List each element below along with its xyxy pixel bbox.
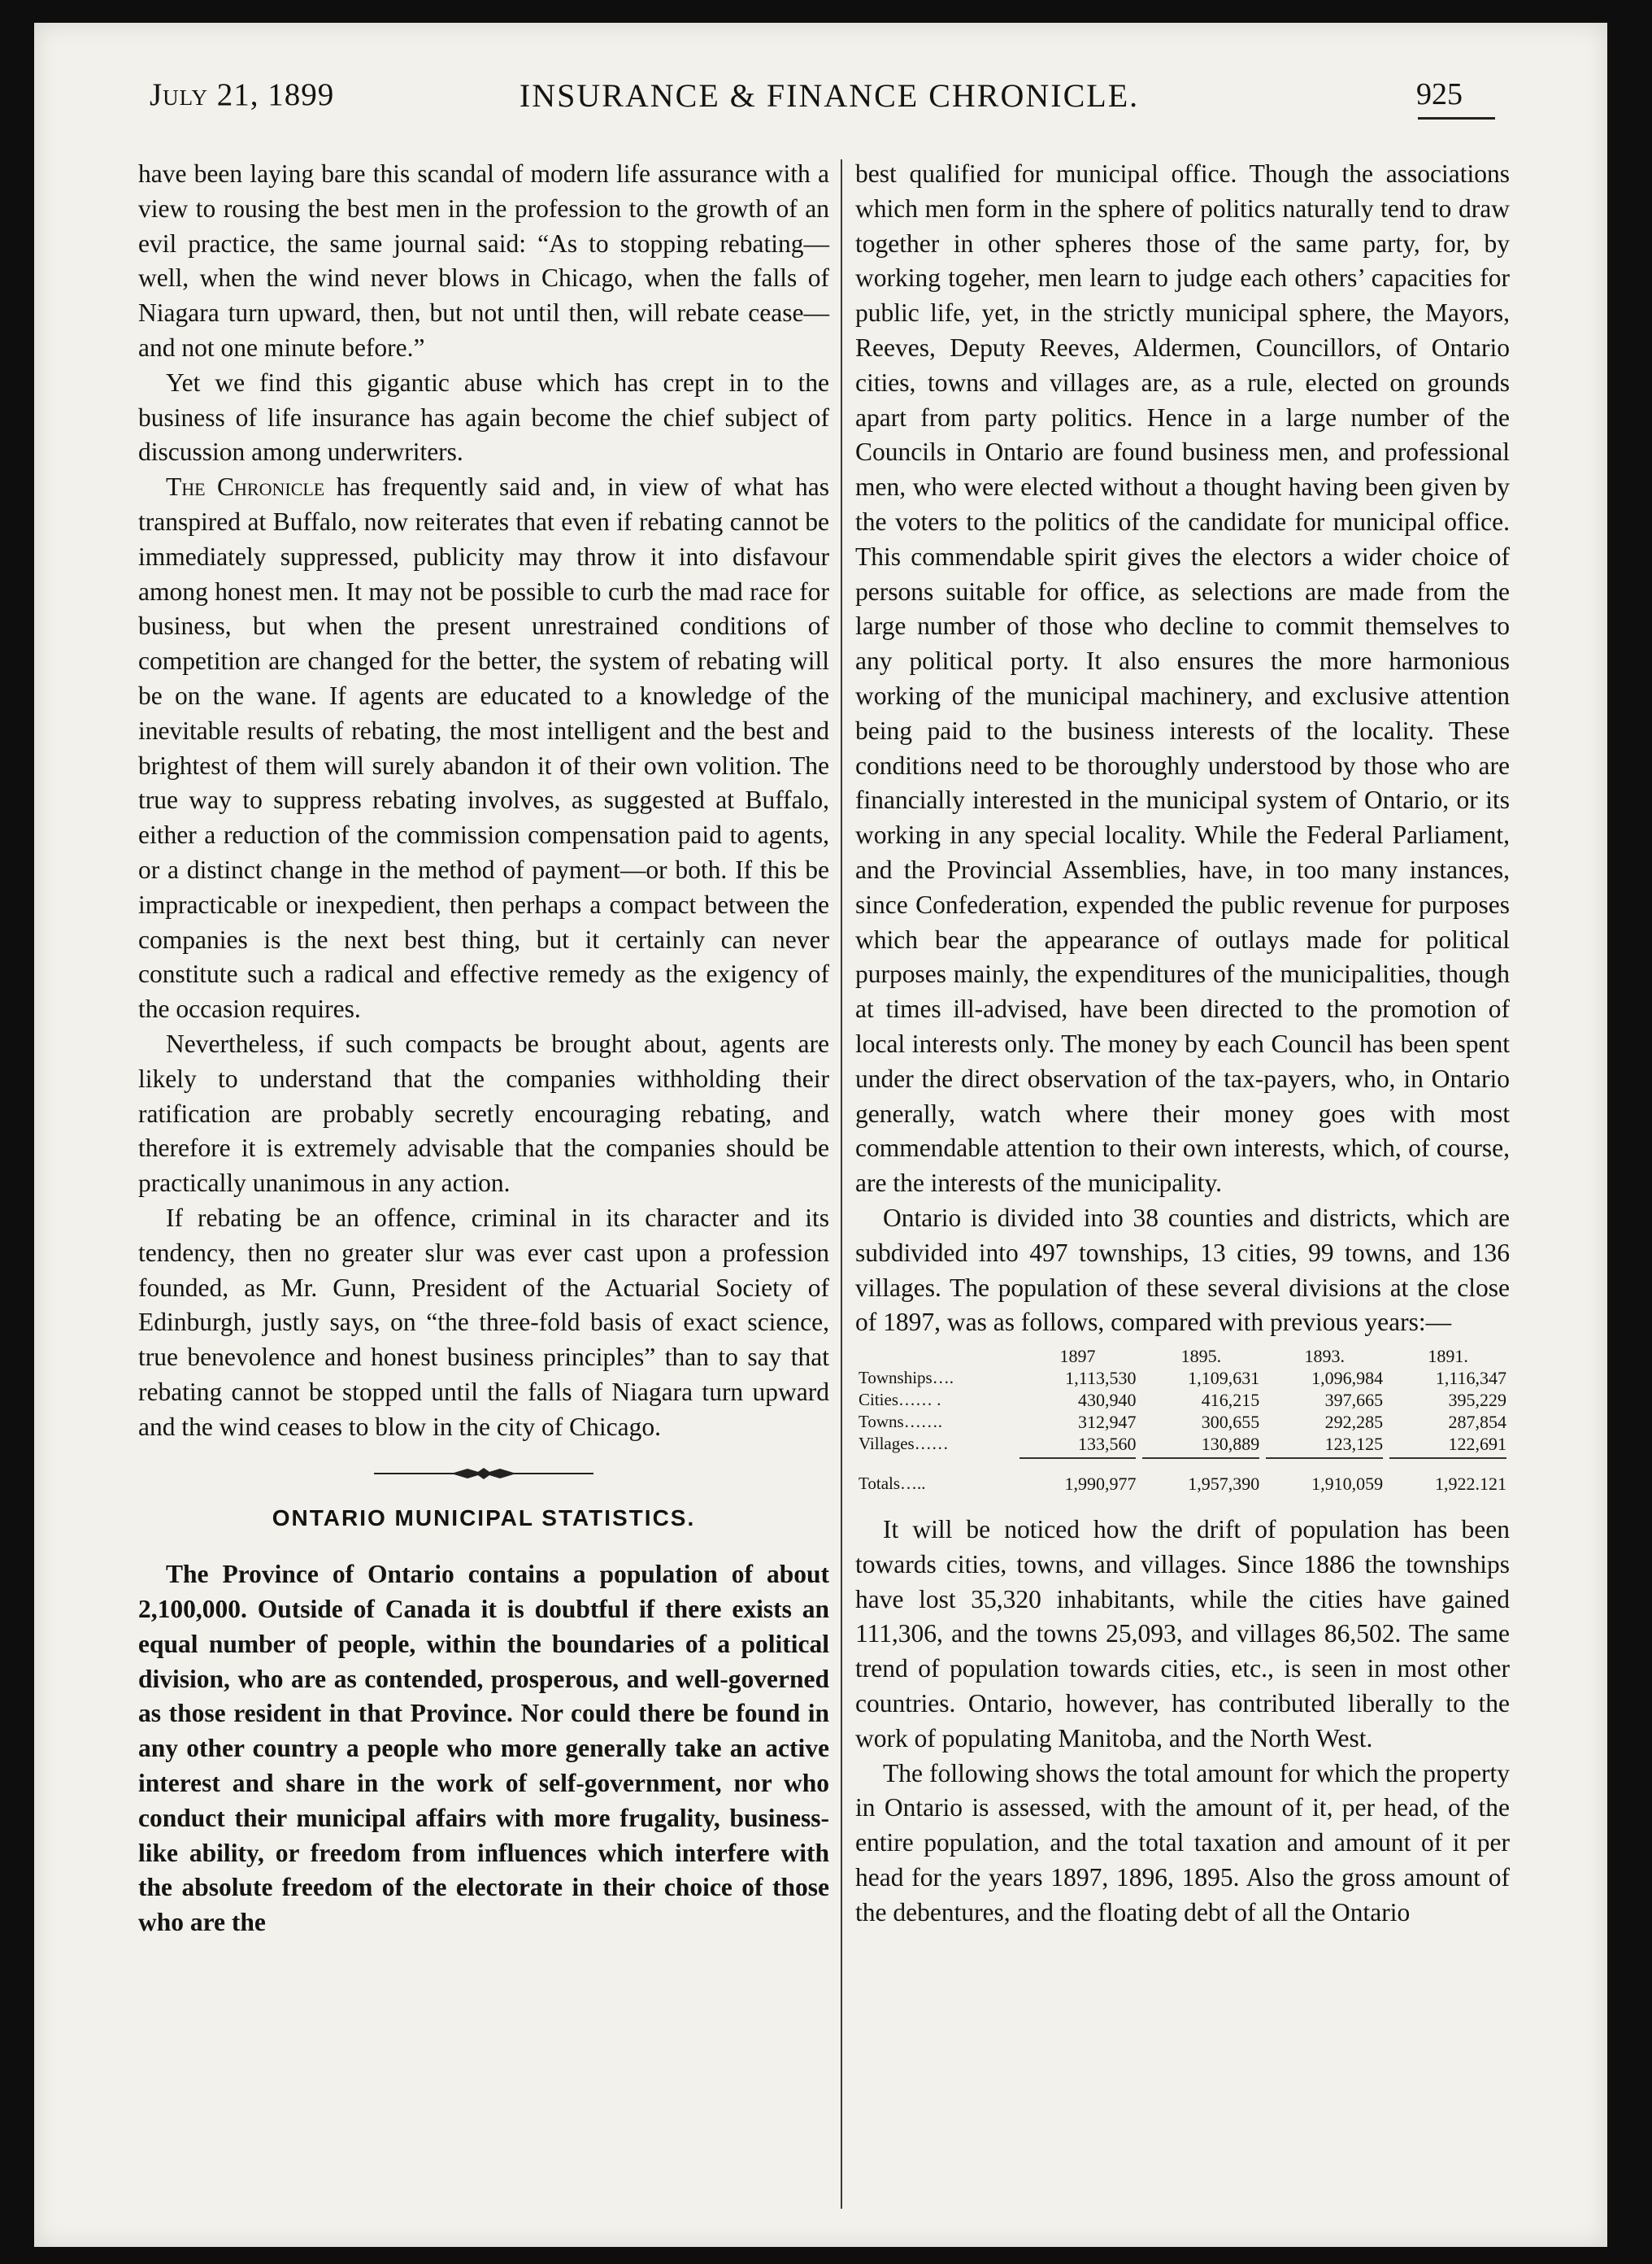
page-number-rule xyxy=(1418,117,1495,120)
issue-date: July 21, 1899 xyxy=(150,77,335,112)
paragraph: Yet we find this gigantic abuse which has crept in to the business of life insurance has again become the chief subject of discussion among underwriters. xyxy=(138,368,829,467)
paragraph: The Province of Ontario contains a population of about 2,100,000. Outside of Canada it is doubtful if there exists an equal number of people, within the boundaries of a political division, who are as contended, prosperous, and well-governed as those resident in that Province. Nor could there be found in any other country a people who more generally take an active interest and share in the work of self-government, nor who conduct their municipal affairs with more frugality, business-like ability, or freedom from influences which interfere with the absolute freedom of the electorate in their choice of those who are the xyxy=(138,1560,829,1937)
paragraph: best qualified for municipal office. Though the associations which men form in the sphere of politics naturally tend to draw together in other spheres those of the same party, for, by working togeher, men learn to judge each others’ capacities for public life, yet, in the strictly municipal sphere, the Mayors, Reeves, Deputy Reeves, Aldermen, Councillors, of Ontario cities, towns and villages are, as a rule, elected on grounds apart from party politics. Hence in a large number of the Councils in Ontario are found business men, and professional men, who were elected without a thought having been given by the voters to the politics of the candidate for municipal office. This commendable spirit gives the electors a wider choice of persons suitable for office, as selections are made from the large number of those who decline to commit themselves to any political porty. It also ensures the more harmonious working of the municipal machinery, and exclusive attention being paid to the business interests of the locality. These conditions need to be thoroughly understood by those who are financially interested in the municipal system of Ontario, or its working in any special locality. While the Federal Parliament, and the Provincial Assemblies, have, in too many instances, since Confederation, expended the public revenue for purposes which bear the appearance of outlays made for political purposes mainly, the expenditures of the municipalities, though at times ill-advised, have been directed to the promotion of local interests only. The money by each Council has been spent under the direct observation of the tax-payers, who, in Ontario generally, watch where their money goes with most commendable attention to their own interests, which, of course, are the interests of the municipality. xyxy=(855,159,1510,1198)
table-row xyxy=(855,1389,1510,1411)
section-ornament xyxy=(138,1465,829,1482)
table-cell: 300,655 xyxy=(1201,1412,1260,1433)
right-column xyxy=(855,157,1510,1931)
table-cell: 397,665 xyxy=(1324,1390,1384,1411)
table-row xyxy=(855,1433,1510,1455)
table-year-header: 1891. xyxy=(1428,1346,1468,1367)
page-number: 925 xyxy=(1416,77,1463,111)
paragraph: Ontario is divided into 38 counties and districts, which are subdivided into 497 townships, 13 cities, 99 towns, and 136 villages. The population of these several divisions at the close of 1897, was as follows, compared with previous years:— xyxy=(855,1203,1510,1337)
table-year-header: 1897 xyxy=(1059,1346,1096,1367)
population-table xyxy=(855,1345,1510,1495)
table-totals-row xyxy=(855,1461,1510,1495)
table-cell: 1,113,530 xyxy=(1065,1368,1137,1389)
table-year-header: 1895. xyxy=(1180,1346,1222,1367)
table-cell: 1,096,984 xyxy=(1311,1368,1384,1389)
paragraph: have been laying bare this scandal of modern life assurance with a view to rousing the best men in the profession to the growth of an evil practice, the same journal said: “As to stopping rebating—well, when the wind never blows in Chicago, when the falls of Niagara turn upward, then, but not until then, will rebate cease—and not one minute before.” xyxy=(138,159,829,362)
table-cell: 133,560 xyxy=(1077,1434,1137,1455)
row-label: Townships…. xyxy=(859,1368,954,1388)
left-column xyxy=(138,157,829,1940)
table-cell: 287,854 xyxy=(1448,1412,1506,1433)
publication-title: INSURANCE & FINANCE CHRONICLE. xyxy=(519,77,1140,114)
table-cell: 1,957,390 xyxy=(1188,1474,1260,1495)
table-header-row xyxy=(855,1345,1510,1367)
table-cell: 416,215 xyxy=(1201,1390,1260,1411)
table-cell: 1,990,977 xyxy=(1064,1474,1137,1495)
paragraph: If rebating be an offence, criminal in its character and its tendency, then no greater slur was ever cast upon a profession founded, as Mr. Gunn, President of the Actuarial Society of Edinburgh, justly says, on “the three-fold basis of exact science, true benevolence and honest business principles” than to say that rebating cannot be stopped until the falls of Niagara turn upward and the wind ceases to blow in the city of Chicago. xyxy=(138,1203,829,1441)
table-corner xyxy=(855,1345,1016,1367)
table-row xyxy=(855,1367,1510,1389)
table-cell: 430,940 xyxy=(1077,1390,1137,1411)
paragraph-text: has frequently said and, in view of what has transpired at Buffalo, now reiterates that even if rebating cannot be immediately suppressed, publicity may throw it into disfavour among honest men. It may not be possible to curb the mad race for business, but when the present unrestrained conditions of competition are changed for the better, the system of rebating will be on the wane. If agents are educated to a knowledge of the inevitable results of rebating, the most intelligent and the best and brightest of them will surely abandon it of their own volition. The true way to suppress rebating involves, as suggested at Buffalo, either a reduction of the commission compensation paid to agents, or a distinct change in the method of payment—or both. If this be impracticable or inexpedient, then perhaps a compact between the companies is the next best thing, but it certainly can never constitute such a radical and effective remedy as the exigency of the occasion requires. xyxy=(138,472,830,1024)
newspaper-page xyxy=(34,23,1607,2247)
paragraph: The following shows the total amount for which the property in Ontario is assessed, with the amount of it, per head, of the entire population, and the total taxation and amount of it per head for the years 1897, 1896, 1895. Also the gross amount of the debentures, and the floating debt of all the Ontario xyxy=(855,1758,1510,1927)
paragraph: Nevertheless, if such compacts be brought about, agents are likely to understand that the companies withholding their ratification are probably secretly encouraging rebating, and therefore it is extremely advisable that the companies should be practically unanimous in any action. xyxy=(138,1029,829,1198)
table-cell: 122,691 xyxy=(1448,1434,1506,1455)
sum-line xyxy=(1266,1457,1383,1459)
paragraph xyxy=(138,470,829,1027)
table-year-header: 1893. xyxy=(1304,1346,1345,1367)
row-label: Villages…… xyxy=(859,1434,949,1454)
row-label: Towns……. xyxy=(859,1412,942,1432)
table-cell: 395,229 xyxy=(1448,1390,1506,1411)
ornament-rule xyxy=(374,1465,593,1482)
chronicle-label: The Chronicle xyxy=(166,472,325,502)
table-cell: 1,109,631 xyxy=(1188,1368,1260,1389)
row-label: Totals….. xyxy=(859,1474,926,1494)
table-cell: 123,125 xyxy=(1324,1434,1384,1455)
table-row xyxy=(855,1411,1510,1433)
sum-line xyxy=(1142,1457,1259,1459)
table-cell: 1,116,347 xyxy=(1435,1368,1506,1389)
table-sum-rule xyxy=(855,1455,1510,1461)
row-label: Cities…… . xyxy=(859,1390,941,1410)
section-heading: ONTARIO MUNICIPAL STATISTICS. xyxy=(272,1505,696,1531)
paragraph: It will be noticed how the drift of population has been towards cities, towns, and villages. Since 1886 the townships have lost 35,320 inhabitants, while the cities have gained 111,306, and the towns 25,093, and villages 86,502. The same trend of population towards cities, etc., is seen in most other countries. Ontario, however, has contributed liberally to the work of populating Manitoba, and the North West. xyxy=(855,1515,1510,1752)
column-divider xyxy=(841,159,842,2209)
sum-line xyxy=(1019,1457,1137,1459)
sum-line xyxy=(1389,1457,1506,1459)
table-cell: 1,922.121 xyxy=(1435,1474,1506,1495)
table-cell: 292,285 xyxy=(1324,1412,1384,1433)
table-cell: 130,889 xyxy=(1201,1434,1260,1455)
table-cell: 1,910,059 xyxy=(1311,1474,1384,1495)
table-cell: 312,947 xyxy=(1077,1412,1137,1433)
